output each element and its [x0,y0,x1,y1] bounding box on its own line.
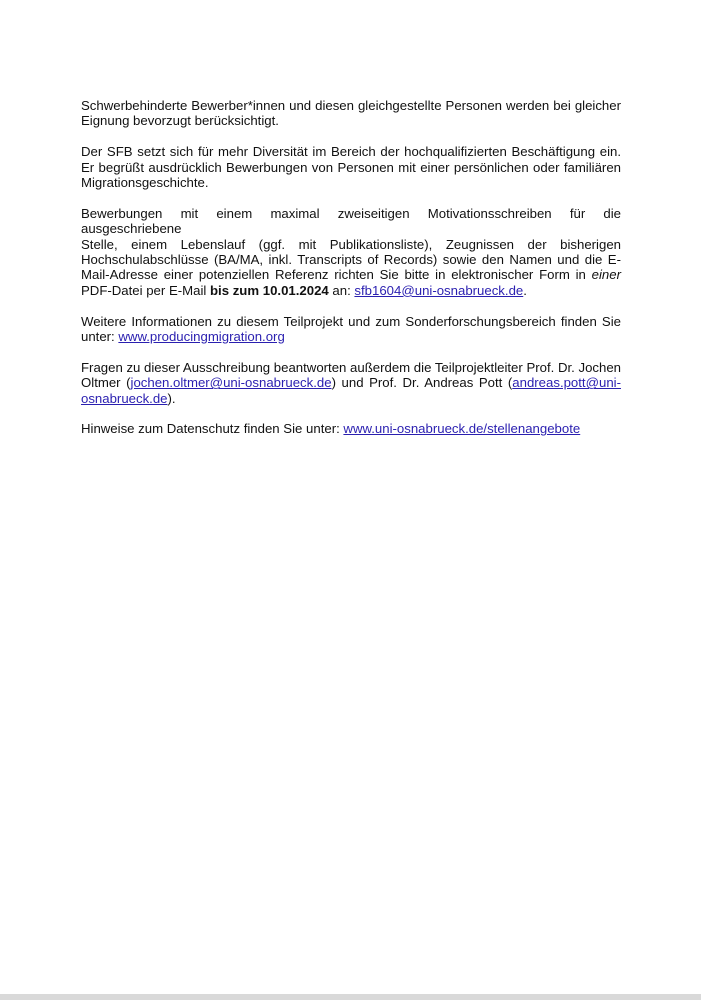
paragraph-privacy [81,421,621,436]
paragraph-diversity-notice [81,144,621,190]
text-line [81,283,621,298]
page-bottom-edge [0,994,701,1000]
text-segment: ) und Prof. Dr. Andreas Pott ( [331,375,513,391]
text-line: Er begrüßt ausdrücklich Bewerbungen von Personen mit einer persönlichen oder familiären [81,159,621,175]
email-link-pott-continued[interactable]: osnabrueck.de [81,390,168,406]
email-link-sfb[interactable]: sfb1604@uni-osnabrueck.de [354,282,524,298]
text-line: Migrationsgeschichte. [81,175,209,191]
deadline-text: bis zum 10.01.2024 [209,282,329,298]
text-line [81,375,621,390]
paragraph-more-info [81,314,621,345]
text-line: Eignung bevorzugt berücksichtigt. [81,113,279,129]
text-segment: an: [328,282,355,298]
paragraph-contact-questions [81,360,621,406]
website-link-producingmigration[interactable]: www.producingmigration.org [118,329,285,345]
text-line: Der SFB setzt sich für mehr Diversität im Bereich der hochqualifizierten Beschäftigung ein. [81,144,621,160]
text-segment: . [523,282,527,298]
text-line [81,391,621,406]
text-line: Stelle, einem Lebenslauf (ggf. mit Publikationsliste), Zeugnissen der bisherigen [81,236,621,252]
paragraph-application-instructions [81,206,621,298]
text-line [81,421,621,436]
text-segment: PDF-Datei per E-Mail [81,282,210,298]
text-segment: Hinweise zum Datenschutz finden Sie unter: [81,421,344,437]
text-segment: Mail-Adresse einer potenziellen Referenz richten Sie bitte in elektronischer Form in [81,267,592,283]
text-segment: unter: [81,329,119,345]
paragraph-disability-notice [81,98,621,129]
text-line: Weitere Informationen zu diesem Teilprojekt und zum Sonderforschungsbereich finden Sie [81,313,621,329]
text-segment: ). [167,390,176,406]
text-line [81,329,621,344]
text-line: Bewerbungen mit einem maximal zweiseitigen Motivationsschreiben für die ausgeschriebene [81,205,621,237]
text-line: Hochschulabschlüsse (BA/MA, inkl. Transcripts of Records) sowie den Namen und die E- [81,252,621,268]
document-body [81,98,621,452]
text-line: Fragen zu dieser Ausschreibung beantworten außerdem die Teilprojektleiter Prof. Dr. Jochen [81,359,622,375]
text-segment: Oltmer ( [81,375,131,391]
text-line: Schwerbehinderte Bewerber*innen und diesen gleichgestellte Personen werden bei gleicher [81,98,621,113]
website-link-privacy[interactable]: www.uni-osnabrueck.de/stellenangebote [343,421,581,437]
text-line [81,267,621,282]
italic-text: einer [591,267,621,283]
email-link-oltmer[interactable]: jochen.oltmer@uni-osnabrueck.de [130,375,332,391]
email-link-pott[interactable]: andreas.pott@uni- [512,375,621,391]
